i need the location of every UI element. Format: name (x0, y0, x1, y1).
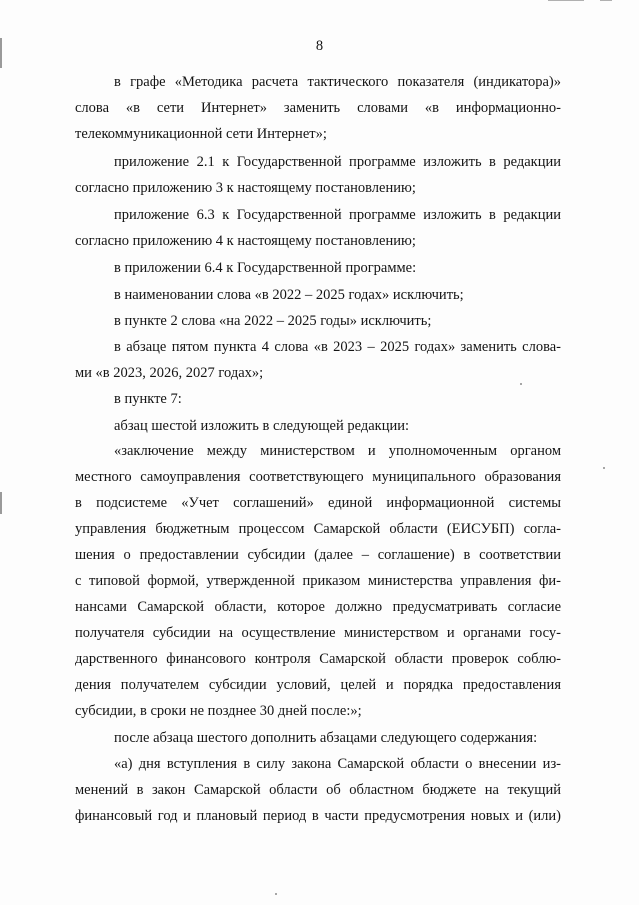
paragraph-line: «а) дня вступления в силу закона Самарской области о внесении из- (114, 756, 561, 772)
scan-speck (603, 467, 605, 469)
paragraph-line: менений в закон Самарской области об областном бюджете на текущий (75, 782, 561, 798)
paragraph-line: дения получателем субсидии условий, целей и порядка предоставления (75, 677, 561, 693)
paragraph-line: телекоммуникационной сети Интернет»; (75, 126, 327, 142)
scan-edge-mark (0, 492, 2, 514)
paragraph-line: в абзаце пятом пункта 4 слова «в 2023 – 2025 годах» заменить слова- (114, 339, 561, 355)
paragraph-line: финансовый год и плановый период в части предусмотрения новых и (или) (75, 808, 561, 824)
paragraph-line: в приложении 6.4 к Государственной программе: (114, 260, 417, 276)
paragraph-line: согласно приложению 4 к настоящему постановлению; (75, 233, 416, 249)
paragraph-line: шения о предоставлении субсидии (далее – соглашение) в соответствии (75, 547, 561, 563)
scan-top-mark (600, 0, 612, 1)
paragraph-line: «заключение между министерством и уполномоченным органом (114, 443, 561, 459)
paragraph-line: получателя субсидии на осуществление министерством и органами госу- (75, 625, 561, 641)
paragraph-line: субсидии, в сроки не позднее 30 дней после:»; (75, 703, 362, 719)
paragraph-line: ми «в 2023, 2026, 2027 годах»; (75, 365, 264, 381)
paragraph-line: нансами Самарской области, которое должно предусматривать согласие (75, 599, 561, 615)
paragraph-line: приложение 6.3 к Государственной программе изложить в редакции (114, 207, 561, 223)
paragraph-line: местного самоуправления соответствующего муниципального образования (75, 469, 561, 485)
paragraph-line: в пункте 2 слова «на 2022 – 2025 годы» исключить; (114, 313, 432, 329)
scan-speck (275, 893, 277, 895)
paragraph-line: абзац шестой изложить в следующей редакции: (114, 418, 409, 434)
paragraph-line: слова «в сети Интернет» заменить словами «в информационно- (75, 100, 561, 116)
paragraph-line: в наименовании слова «в 2022 – 2025 годах» исключить; (114, 287, 464, 303)
scan-speck (520, 383, 522, 385)
page-number: 8 (315, 38, 324, 54)
paragraph-line: с типовой формой, утвержденной приказом министерства управления фи- (75, 573, 561, 589)
scan-top-mark (548, 0, 584, 1)
paragraph-line: согласно приложению 3 к настоящему постановлению; (75, 180, 416, 196)
paragraph-line: в пункте 7: (114, 391, 182, 407)
paragraph-line: дарственного финансового контроля Самарской области проверок соблю- (75, 651, 561, 667)
paragraph-line: после абзаца шестого дополнить абзацами следующего содержания: (114, 730, 538, 746)
paragraph-line: в подсистеме «Учет соглашений» единой информационной системы (75, 495, 561, 511)
paragraph-line: приложение 2.1 к Государственной программе изложить в редакции (114, 154, 561, 170)
paragraph-line: в графе «Методика расчета тактического показателя (индикатора)» (114, 74, 561, 90)
paragraph-line: управления бюджетным процессом Самарской области (ЕИСУБП) согла- (75, 521, 561, 537)
